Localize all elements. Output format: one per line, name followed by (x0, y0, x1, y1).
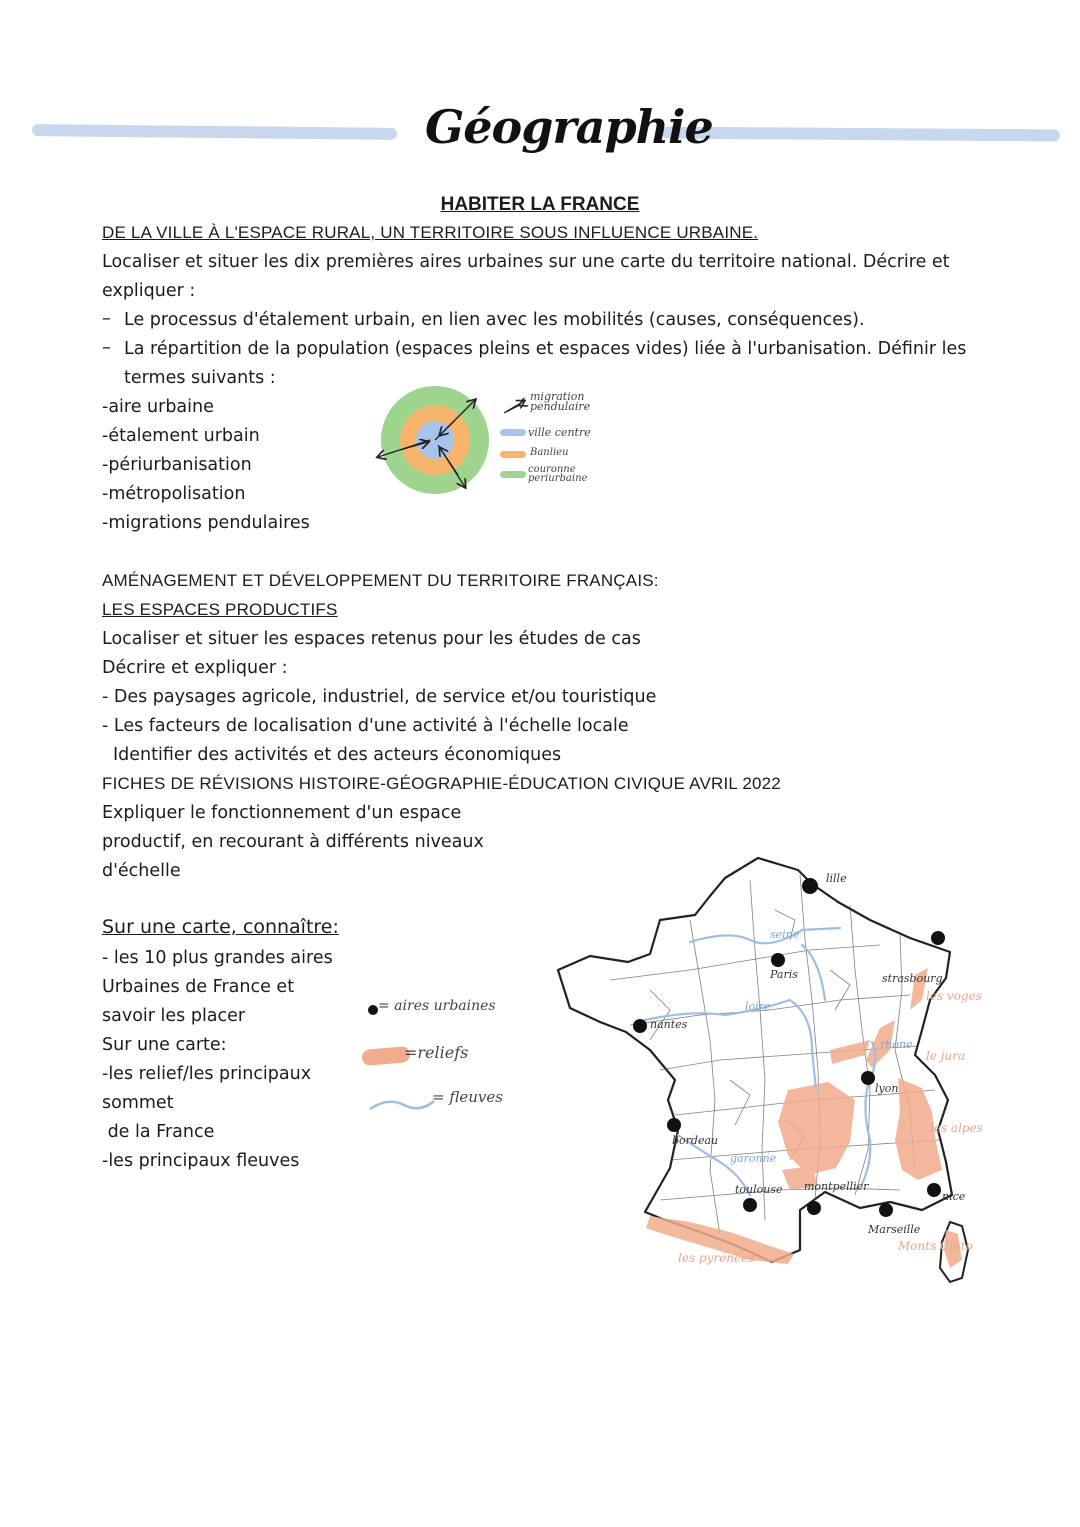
section3-heading: Sur une carte, connaître: (102, 916, 339, 938)
label-strasbourg: strasbourg (882, 972, 943, 985)
label-nantes: nantes (650, 1018, 688, 1031)
city-montpellier (807, 1201, 821, 1215)
section2-heading: AMÉNAGEMENT ET DÉVELOPPEMENT DU TERRITOIRE FRANÇAIS: (102, 571, 659, 590)
label-pyrenees: les pyrénées (678, 1251, 755, 1265)
section2-line-7: Expliquer le fonctionnement d'un espace (102, 803, 462, 823)
section1-heading: DE LA VILLE À L'ESPACE RURAL, UN TERRITOIRE SOUS INFLUENCE URBAINE. (102, 223, 759, 242)
term-item: -migrations pendulaires (102, 513, 310, 533)
label-rhone: rhone (880, 1038, 913, 1051)
section2-line-2: Décrire et expliquer : (102, 658, 288, 678)
section2-line-6: FICHES DE RÉVISIONS HISTOIRE-GÉOGRAPHIE-ÉDUCATION CIVIQUE AVRIL 2022 (102, 774, 781, 793)
term-item: -aire urbaine (102, 397, 214, 417)
section1-intro-1: Localiser et situer les dix premières aires urbaines sur une carte du territoire national. Décrire et (102, 252, 950, 272)
city-lille (802, 878, 818, 894)
legend-city-dot (368, 1005, 378, 1015)
bullet-dash: – (102, 309, 111, 329)
label-paris: Paris (770, 968, 798, 981)
section2-line-3: - Des paysages agricole, industriel, de service et/ou touristique (102, 687, 657, 707)
legend-ville: ville centre (528, 426, 591, 439)
label-lille: lille (826, 872, 847, 885)
section2-line-9: d'échelle (102, 861, 181, 881)
legend-couronne: couronne periurbaine (528, 464, 588, 484)
label-montpellier: montpellier (804, 1180, 869, 1193)
page-subtitle: HABITER LA FRANCE (440, 194, 640, 215)
page-title: Géographie (425, 100, 713, 154)
section2-subheading: LES ESPACES PRODUCTIFS (102, 600, 338, 619)
city-strasbourg (931, 931, 945, 945)
legend-banlieue-swatch (500, 451, 526, 458)
section1-intro-2: expliquer : (102, 281, 196, 301)
section2-line-1: Localiser et situer les espaces retenus pour les études de cas (102, 629, 641, 649)
france-map (550, 850, 990, 1290)
section3-line: Urbaines de France et (102, 977, 295, 997)
city-nantes (633, 1019, 647, 1033)
section2-line-4: - Les facteurs de localisation d'une activité à l'échelle locale (102, 716, 629, 736)
section2-line-5: Identifier des activités et des acteurs économiques (113, 745, 562, 765)
legend-migration: migration pendulaire (530, 390, 591, 413)
legend-aires: = aires urbaines (378, 998, 496, 1014)
label-marseille: Marseille (868, 1223, 921, 1236)
label-cinto: Monts Cinto (898, 1239, 973, 1253)
label-jura: le jura (926, 1049, 966, 1063)
city-toulouse (743, 1198, 757, 1212)
label-voges: les voges (926, 989, 982, 1003)
label-toulouse: toulouse (735, 1183, 783, 1196)
label-garonne: garonne (730, 1152, 777, 1165)
label-alpes: les alpes (930, 1121, 983, 1135)
section3-line: savoir les placer (102, 1006, 246, 1026)
section2-line-8: productif, en recourant à différents niveaux (102, 832, 484, 852)
legend-banlieue: Banlieu (530, 447, 569, 458)
section3-line: Sur une carte: (102, 1035, 227, 1055)
label-loire: loire (745, 1000, 771, 1013)
section1-bullet-2: La répartition de la population (espaces pleins et espaces vides) liée à l'urbanisation. Définir les (124, 339, 967, 359)
title-highlight-left (32, 124, 397, 140)
city-bordeau (667, 1118, 681, 1132)
term-item: -périurbanisation (102, 455, 252, 475)
label-bordeau: bordeau (672, 1134, 719, 1147)
legend-couronne-swatch (500, 471, 526, 478)
label-seine: seine (770, 928, 800, 941)
bullet-dash: – (102, 338, 111, 358)
section3-line: -les relief/les principaux (102, 1064, 312, 1084)
city-nice (927, 1183, 941, 1197)
legend-fleuves: = fleuves (432, 1088, 503, 1106)
section3-line: sommet (102, 1093, 174, 1113)
section3-line: - les 10 plus grandes aires (102, 948, 333, 968)
section3-line: -les principaux fleuves (102, 1151, 300, 1171)
section1-bullet-2b: termes suivants : (124, 368, 276, 388)
city-lyon (861, 1071, 875, 1085)
title-highlight-right (662, 127, 1060, 142)
term-item: -étalement urbain (102, 426, 260, 446)
label-lyon: lyon (875, 1082, 899, 1095)
legend-reliefs: =reliefs (404, 1043, 469, 1062)
term-item: -métropolisation (102, 484, 246, 504)
section1-bullet-1: Le processus d'étalement urbain, en lien avec les mobilités (causes, conséquences). (124, 310, 865, 330)
city-paris (771, 953, 785, 967)
legend-river-line (368, 1095, 438, 1115)
label-nice: nice (942, 1190, 966, 1203)
section3-line: de la France (102, 1122, 215, 1142)
legend-ville-swatch (500, 429, 526, 436)
city-marseille (879, 1203, 893, 1217)
